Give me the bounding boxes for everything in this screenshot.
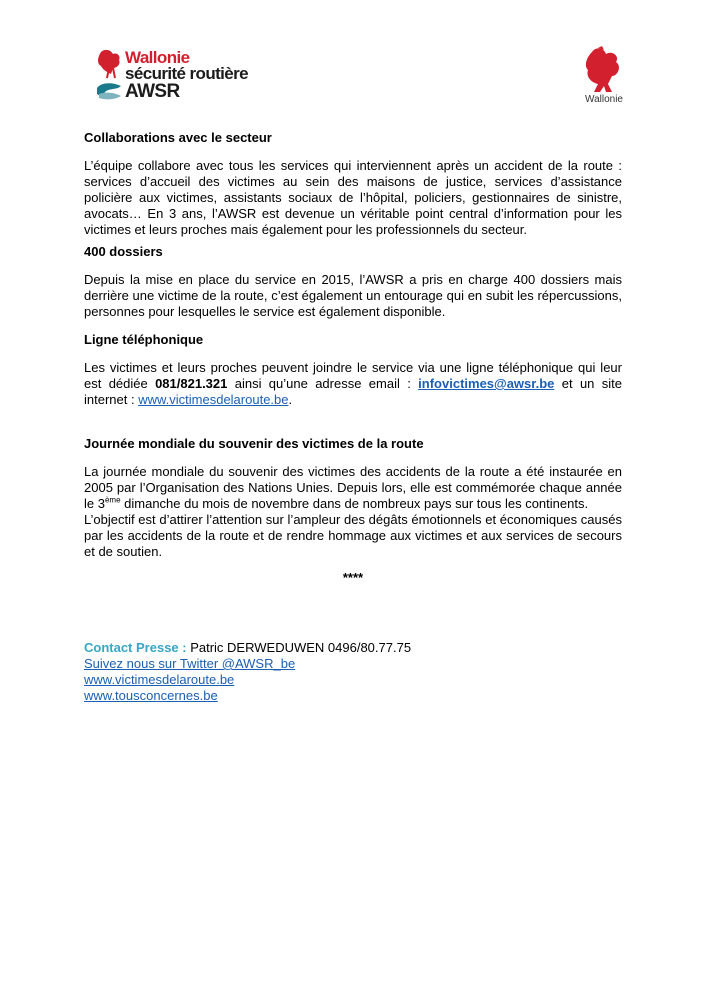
paragraph-collaborations: L’équipe collabore avec tous les services qui interviennent après un accident de la route : services d’accueil des victimes au sein des maisons de justice, services d’assistance policière aux victimes, assistants sociaux de l’hôpital, policiers, gestionnaires de sinistre, avocats… En 3 ans, l’AWSR est devenue un véritable point central d’information pour les victimes et leurs proches mais également pour les professionnels du secteur. xyxy=(84,158,622,237)
brand-wallonie: Wallonie xyxy=(125,48,190,67)
paragraph-dossiers: Depuis la mise en place du service en 2015, l’AWSR a pris en charge 400 dossiers mais derrière une victime de la route, c’est également un entourage qui en subit les répercussions, personnes pour lesquelles le service est également disponible. xyxy=(84,272,622,319)
phone-number: 081/821.321 xyxy=(155,376,228,391)
heading-collaborations: Collaborations avec le secteur xyxy=(84,130,272,145)
contact-block xyxy=(84,640,411,704)
paragraph-journee-1 xyxy=(84,464,622,512)
paragraph-journee-2: L’objectif est d’attirer l’attention sur l’ampleur des dégâts émotionnels et économiques causés par les accidents de la route et de rendre hommage aux victimes et aux services de secours et de soutien. xyxy=(84,512,622,559)
ligne-text-4: . xyxy=(288,392,293,407)
superscript-eme: ème xyxy=(104,495,121,505)
contact-name: Patric DERWEDUWEN 0496/80.77.75 xyxy=(186,640,412,655)
brand-awsr: AWSR xyxy=(125,81,180,102)
journee-text-2: dimanche du mois de novembre dans de nombreux pays sur tous les continents. xyxy=(120,496,589,511)
rooster-icon xyxy=(95,48,123,104)
website-link[interactable]: www.victimesdelaroute.be xyxy=(138,392,289,407)
email-link[interactable]: infovictimes@awsr.be xyxy=(418,376,555,391)
heading-journee-mondiale: Journée mondiale du souvenir des victimes de la route xyxy=(84,436,424,451)
awsr-logo xyxy=(95,48,265,106)
heading-400-dossiers: 400 dossiers xyxy=(84,244,163,259)
document-body xyxy=(84,130,622,586)
tousconcernes-site-link[interactable]: www.tousconcernes.be xyxy=(84,688,218,703)
ligne-text-2: ainsi qu’une adresse email : xyxy=(227,376,419,391)
heading-ligne-telephonique: Ligne téléphonique xyxy=(84,332,204,347)
victimes-site-link[interactable]: www.victimesdelaroute.be xyxy=(84,672,235,687)
contact-label: Contact Presse : xyxy=(84,640,187,655)
brand-securite-routiere: sécurité routière xyxy=(125,64,249,83)
twitter-link[interactable]: Suivez nous sur Twitter @AWSR_be xyxy=(84,656,296,671)
wallonie-rooster-icon xyxy=(578,46,630,94)
wallonie-logo-text: Wallonie xyxy=(585,94,623,105)
ligne-text-1: Les victimes et leurs proches peuvent joindre le service via une ligne téléphonique qui leur est dédiée xyxy=(84,360,622,391)
paragraph-ligne xyxy=(84,360,622,408)
wallonie-logo xyxy=(578,46,630,110)
ligne-text-3: et un site internet : xyxy=(84,376,622,407)
contact-presse-line xyxy=(84,640,411,656)
journee-text-1: La journée mondiale du souvenir des victimes des accidents de la route a été instaurée en 2005 par l’Organisation des Nations Unies. Depuis lors, elle est commémorée chaque année le 3 xyxy=(84,464,622,511)
separator-stars: **** xyxy=(342,570,364,585)
